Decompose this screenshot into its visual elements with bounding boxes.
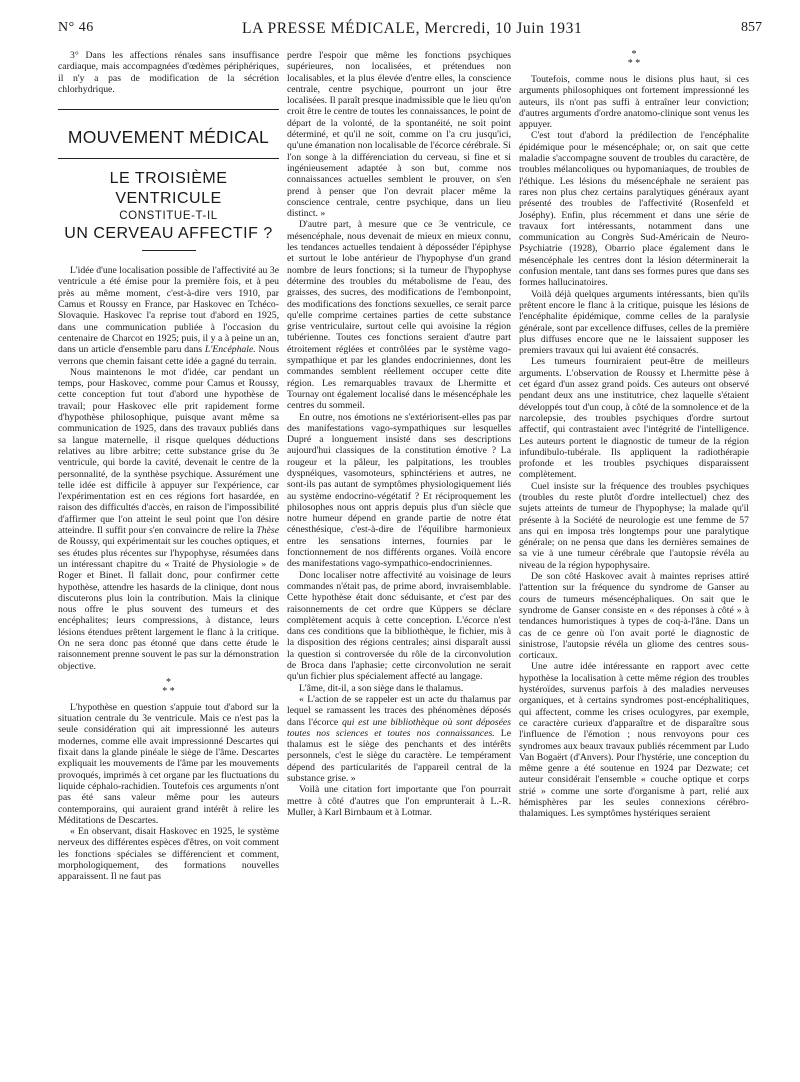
article-headline bbox=[58, 169, 279, 244]
article-paragraph: perdre l'espoir que même les fonctions psychiques supérieures, non localisées, et prétendues non localisables, et la plus élevée d'entre elles, la conscience centrale, centre psychique, pourront un jour être localisées. Il paraît presque inadmissible que le lieu qu'on croit être le centre de toutes les connaissances, le point de départ de la volonté, de la spontanéité, ne soit point déterminé, et qu'il ne soit, comme on l'a cru jusqu'ici, qu'une émanation non localisable de l'écorce cérébrale. Si l'on songe à la différenciation du cerveau, si fine et si ingénieusement adaptée à son but, comme nos connaissances actuelles semblent le prouver, on s'en prend à penser que l'on devrait placer même la conscience centrale, centre psychique, dans un lieu distinct. » bbox=[287, 50, 511, 220]
section-title: MOUVEMENT MÉDICAL bbox=[67, 127, 270, 148]
asterisk-top: * bbox=[166, 676, 171, 688]
article-paragraph: L'hypothèse en question s'appuie tout d'abord sur la situation centrale du 3e ventricule. Mais ce n'est pas la seule considération qui ait impressionné les auteurs modernes, comme elle avait impressionné Descartes qui fixait dans la glande pinéale le siège de l'âme. Descartes expliquait les mouvements de l'âme par les mouvements provoqués, imprimés à cet organe par les fluctuations du liquide céphalo-rachidien. Toutefois ces arguments n'ont pas été sans valeur même pour les auteurs contemporains, qui auraient grand intérêt à relire les Méditations de Descartes. bbox=[58, 701, 279, 826]
headline-rule bbox=[142, 250, 196, 251]
publication-title: LA PRESSE MÉDICALE, Mercredi, 10 Juin 1931 bbox=[242, 20, 583, 37]
article-paragraph: Voilà déjà quelques arguments intéressants, bien qu'ils prêtent encore le flanc à la critique, puisque les lésions de l'encéphalite épidémique, comme celles de la paralysie générale, sont par excellence diffuses, celles de la première plus diffuses encore que ne le laissaient supposer les premiers travaux qui lui avaient été consacrés. bbox=[519, 288, 749, 357]
article-paragraph: Donc localiser notre affectivité au voisinage de leurs commandes n'était pas, de prime abord, invraisemblable. Cette hypothèse était donc séduisante, et c'est par des raisonnements de cet ordre que Küppers se déclare complètement acquis à cette conception. L'écorce n'est dans ces conditions que la bibliothèque, le fichier, mis à la disposition des régions centrales; ainsi disparaît aussi la question si controversée du rôle de la circonvolution de Broca dans l'aphasie; cette circonvolution ne serait qu'un fichier plus spécialement affecté au langage. bbox=[287, 569, 511, 683]
page-number: 857 bbox=[741, 20, 762, 35]
italic-run: qui est une bibliothèque où sont déposées toutes nos sciences et toutes nos connaissances. bbox=[287, 716, 511, 739]
article-paragraph bbox=[58, 265, 279, 367]
article-paragraph: L'âme, dit-il, a son siège dans le thalamus. bbox=[299, 682, 464, 694]
page-header bbox=[52, 20, 762, 42]
text-run: Le thalamus est le siège des penchants et des intérêts personnels, c'est le siège du caractère. Le tempérament dépend des particularités de l'appareil central de la substance grise. » bbox=[287, 727, 511, 784]
section-rule-top bbox=[58, 109, 279, 110]
asterisk-top: * bbox=[631, 49, 637, 60]
text-run: « L'action de se rappeler est un acte du thalamus par lequel se ramassent les traces des phénomènes déposés dans l'écorce bbox=[287, 693, 511, 728]
italic-run: Thèse bbox=[256, 525, 279, 537]
article-paragraph: Voilà une citation fort importante que l'on pourrait mettre à côté d'autres que l'on emprunterait à L.-R. Muller, à Karl Birnbaum et à Lotmar. bbox=[287, 784, 511, 818]
headline-line-2: CONSTITUE-T-IL bbox=[119, 210, 218, 223]
section-break bbox=[58, 678, 279, 696]
text-run: L'idée d'une localisation possible de l'affectivité au 3e ventricule a été émise pour la première fois, et à peu près au même moment, c'est-à-dire vers 1910, par Camus et Roussy en France, par Haskovec en Tchéco-Slovaquie. Haskovec l'a reprise tout d'abord en 1925, dans une communication publiée à l'occasion du centenaire de Charcot en 1925; puis, il y a à peine un an, dans un article d'ensemble paru dans bbox=[58, 265, 279, 356]
headline-line-1: LE TROISIÈME VENTRICULE bbox=[109, 170, 228, 208]
column-3 bbox=[519, 50, 749, 820]
section-break bbox=[519, 50, 749, 68]
article-paragraph: « En observant, disait Haskovec en 1925, le système nerveux des différentes espèces d'êtres, on voit comment les fonctions spéciales se différencient et comment, morphologiquement, des formations nouvelles apparaissent. Il ne faut pas bbox=[58, 826, 279, 883]
article-paragraph: En outre, nos émotions ne s'extériorisent-elles pas par des manifestations vago-sympathiques sur lesquelles Dupré a longuement insisté dans ses descriptions aujourd'hui classiques de la constitution émotive ? La rougeur et la pâleur, les palpitations, les troubles dyspnéiques, vasomoteurs, sphinctériens et autres, ne sont-ils pas autant de symptômes physiologiquement liés au système endocrino-végétatif ? Et réciproquement les philosophes nous ont appris depuis plus d'un siècle que notre humeur dépend en grande partie de notre état cénesthésique, c'est-à-dire de l'équilibre harmonieux entre les sensations internes, fournies par le fonctionnement de nos différents organes. Voilà encore des manifestations vago-sympathico-endocriniennes. bbox=[287, 411, 511, 570]
issue-number: N° 46 bbox=[58, 20, 94, 35]
article-paragraph bbox=[287, 694, 511, 784]
headline-line-3: UN CERVEAU AFFECTIF ? bbox=[64, 225, 273, 243]
column-1 bbox=[58, 50, 279, 883]
intro-paragraph: 3° Dans les affections rénales sans insuffisance cardiaque, mais accompagnées d'œdèmes périphériques, il n'y a pas de modification de la sécrétion chlorhydrique. bbox=[58, 50, 279, 95]
article-paragraph: Les tumeurs fourniraient peut-être de meilleurs arguments. L'observation de Roussy et Lhermitte pèse à cet égard d'un assez grand poids. Ces auteurs ont observé pendant deux ans une institutrice, chez laquelle s'étaient développés tout d'un coup, à côté de la somnolence et de la narcolepsie, des troubles psychiques d'ordre surtout affectif, qui contrastaient avec l'intégrité de l'intelligence. Les auteurs portent le diagnostic de tumeur de la région infundibulo-tubérale. Ils appliquent la radiothérapie profonde et les troubles psychiques disparaissent complètement. bbox=[519, 356, 749, 481]
italic-run: L'Encéphale. bbox=[204, 344, 256, 356]
article-paragraph: Une autre idée intéressante en rapport avec cette hypothèse la localisation à cette même région des troubles hystéroïdes, survenus parfois à des maladies nerveuses organiques, et à certains syndromes post-encéphalitiques, qui affectent, comme les crises oculogyres, par exemple, ce caractère curieux d'apparaître et de disparaître sous l'influence de l'émotion ; nous renvoyons pour ces syndromes aux beaux travaux publiés récemment par Ludo Van Bogaërt (d'Anvers). Pour l'hystérie, une conception du même genre a été soutenue en 1924 par Dezwate; cet auteur considérait l'ensemble « couche optique et corps strié » comme une sorte d'organisme à part, relié aux hémisphères par les seules connexions cérébro-thalamiques. Les symptômes hystériques seraient bbox=[519, 661, 749, 820]
text-run: de Roussy, qui expérimentait sur les couches optiques, et ses études plus récentes sur l'hypophyse, résumées dans un intéressant chapitre du « Traité de Physiologie » de Roger et Binet. Il fallait donc, pour confirmer cette hypothèse, attendre les hasards de la clinique, dont nous discuterons plus loin la contribution. Mais la clinique nous offre le plus souvent des tumeurs et des encéphalites; leurs compressions, à distance, leurs lésions étendues prêtent largement le flanc à la critique. On ne sera donc pas étonné que dans cette étude le raisonnement prenne souvent le pas sur la démonstration objective. bbox=[58, 536, 279, 672]
text-run: Nous verrons que chemin faisant cette idée a gagné du terrain. bbox=[58, 344, 280, 367]
article-paragraph: C'est tout d'abord la prédilection de l'encéphalite épidémique pour le mésencéphale; or, on sait que cette maladie s'accompagne souvent de troubles du caractère, de troubles mélancoliques ou hypomaniaques, de troubles de l'éthique. Les lésions du mésencéphale ne seraient pas rares non plus chez certains paralytiques généraux ayant présenté des troubles de l'affectivité (Rosenfeld et Joséphy). Enfin, plus récemment et dans une série de travaux fort intéressants, notamment dans une communication au Congrès Sud-Américain de Neuro-Psychiatrie (1928), Obarrio place également dans le mésencéphale les centres dont la lésion déterminerait la confusion mentale, tant dans ses formes pures que dans ses formes hallucinatoires. bbox=[519, 130, 749, 289]
article-paragraph: Toutefois, comme nous le disions plus haut, si ces arguments philosophiques ont fortement impressionné les auteurs, ils n'ont pas suffi à entraîner leur conviction; d'autres arguments d'ordre anatomo-clinique sont venus les appuyer. bbox=[519, 74, 749, 131]
article-paragraph: De son côté Haskovec avait à maintes reprises attiré l'attention sur la fréquence du syndrome de Ganser au cours de tumeurs mésencéphaliques. On sait que le syndrome de Ganser consiste en « des réponses à côté » à tendances humoristiques à types de coq-à-l'âne. Dans un cas de ce genre où l'on avait porté le diagnostic de sinistrose, l'autopsie révéla un gliome des centres sous-corticaux. bbox=[519, 571, 749, 662]
asterisk-bottom: * * bbox=[627, 58, 641, 69]
section-rule-bottom bbox=[58, 158, 279, 159]
article-paragraph: Cuel insiste sur la fréquence des troubles psychiques (troubles du reste plutôt d'ordre intellectuel) chez des sujets atteints de tumeur de l'hypophyse; la malade qu'il présente à la Société de neurologie est une femme de 57 ans qui en imposa très longtemps pour une paralytique générale; on ne pensa que dans les dernières semaines de sa vie à une tumeur cérébrale que l'autopsie révéla au niveau de la région hypophysaire. bbox=[519, 480, 749, 571]
column-2 bbox=[287, 50, 511, 818]
text-run: Nous maintenons le mot d'idée, car pendant un temps, pour Haskovec, comme pour Camus et Roussy, cette conception fut tout d'abord une hypothèse de travail; pour Haskovec elle prit rapidement forme d'hypothèse philosophique, puisque avant même sa communication de 1925, dans des travaux publiés dans sa langue maternelle, il risque quelques déductions relatives au libre arbitre; cette substance grise du 3e ventricule, qui borde la cavité, devenait le centre de la personnalité, de la synthèse psychique. Assurément une telle idée est difficile à appuyer sur l'expérience, car l'expérimentation est en ces régions fort hasardée, en raison des difficultés d'accès, en raison de l'impossibilité d'affirmer que l'on atteint le seul point que l'on désire atteindre. Il suffit pour s'en convaincre de relire la bbox=[58, 366, 279, 537]
article-paragraph: D'autre part, à mesure que ce 3e ventricule, ce mésencéphale, nous devenait de mieux en mieux connu, les tendances actuelles tendaient à déposséder l'épiphyse et surtout le lobe antérieur de l'hypophyse d'un grand nombre de leurs fonctions; si la tumeur de l'hypophyse détermine des troubles du métabolisme de l'eau, des graisses, des sucres, des modifications de l'embonpoint, des modifications des fonctions sexuelles, ce serait parce qu'elle comprime certaines parties de cette substance grise ventriculaire, surtout celle qui avoisine la région tubérienne. Toutes ces fonctions seraient d'autre part étroitement réglées et contrôlées par le système vago-sympathique et par les glandes endocriniennes, dont les commandes semblent réellement occuper cette dite région. Les remarquables travaux de Lhermitte et Tournay ont également localisé dans le mésencéphale les centres du sommeil. bbox=[287, 219, 511, 412]
article-paragraph bbox=[58, 367, 279, 672]
asterisk-bottom: * * bbox=[162, 685, 175, 697]
